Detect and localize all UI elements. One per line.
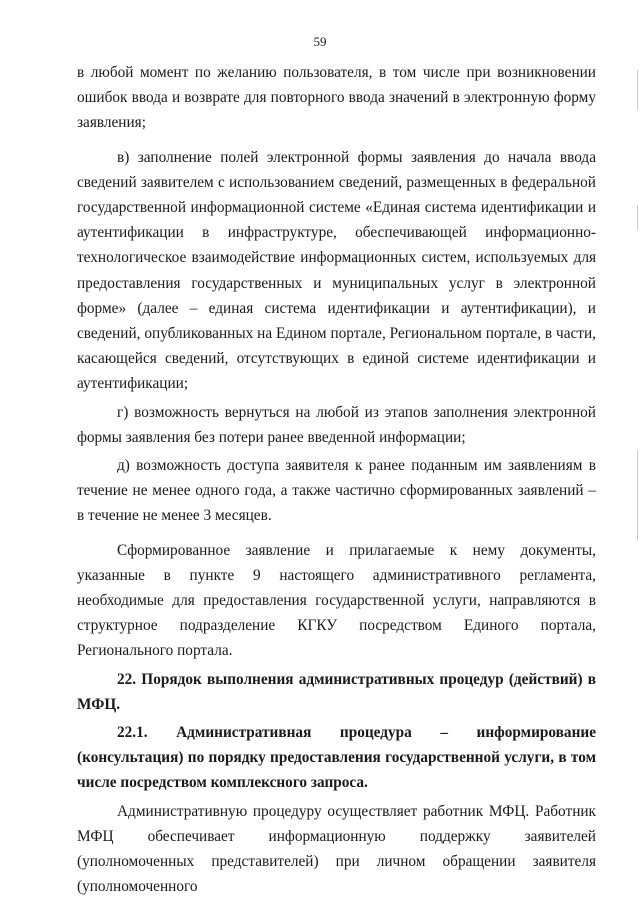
document-body [77,60,596,903]
list-item-d: д) возможность доступа заявителя к ранее поданным им заявлениям в течение не менее одного года, а также частично сформированных заявлений – в течение не менее 3 месяцев. [77,457,596,525]
section-heading-22-1: 22.1. Административная процедура – информирование (консультация) по порядку предоставления государственной услуги, в том числе посредством комплексного запроса. [77,724,596,792]
list-item-g: г) возможность вернуться на любой из этапов заполнения электронной формы заявления без потери ранее введенной информации; [77,403,596,446]
paragraph-continuation: в любой момент по желанию пользователя, в том числе при возникновении ошибок ввода и возврате для повторного ввода значений в электронную форму заявления; [77,64,596,132]
paragraph-procedure: Административную процедуру осуществляет работник МФЦ. Работник МФЦ обеспечивает информационную поддержку заявителей (уполномоченных представителей) при личном обращении заявителя (уполномоченного [77,802,596,896]
page-number: 59 [313,34,327,49]
scan-edge-mark [637,450,638,540]
paragraph-submission: Сформированное заявление и прилагаемые к нему документы, указанные в пункте 9 настоящего административного регламента, необходимые для предоставления государственной услуги, направляются в структурное подразделение КГКУ посредством Единого портала, Регионального портала. [77,541,596,660]
list-item-v: в) заполнение полей электронной формы заявления до начала ввода сведений заявителем с использованием сведений, размещенных в федеральной государственной информационной системе «Единая система идентификации и аутентификации в инфраструктуре, обеспечивающей информационно-технологическое взаимодействие информационных систем, используемых для предоставления государственных и муниципальных услуг в электронной форме» (далее – единая система идентификации и аутентификации), и сведений, опубликованных на Едином портале, Региональном портале, в части, касающейся сведений, отсутствующих в единой системе идентификации и аутентификации; [77,148,596,393]
scan-edge-mark [637,205,638,230]
section-heading-22: 22. Порядок выполнения административных процедур (действий) в МФЦ. [77,670,596,713]
scan-edge-mark [637,70,638,110]
